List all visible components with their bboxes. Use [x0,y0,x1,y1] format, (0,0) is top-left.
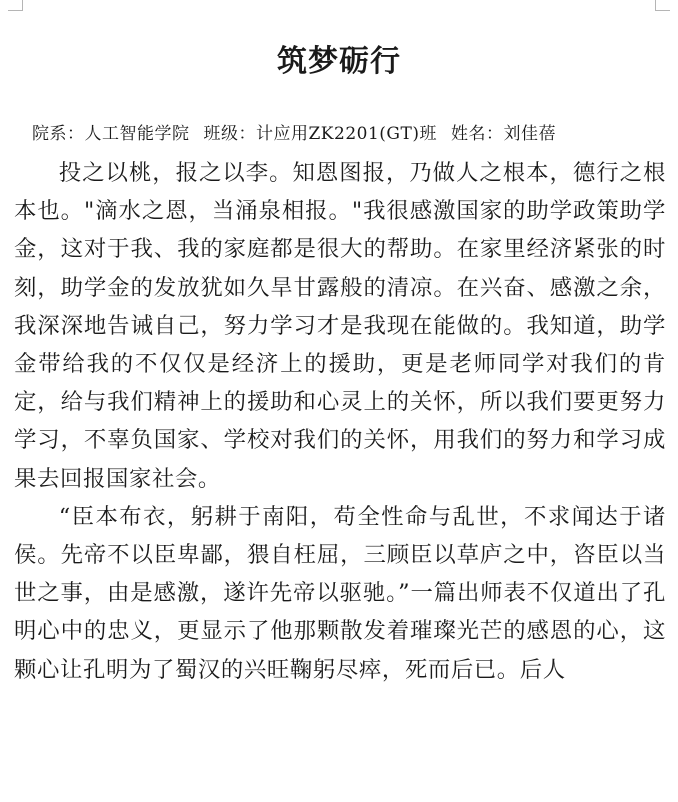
essay-body [14,154,666,689]
student-name-field: 姓名：刘佳蓓 [450,124,556,144]
paragraph-1: 投之以桃，报之以李。知恩图报，乃做人之根本，德行之根本也。"滴水之恩，当涌泉相报。"我很感激国家的助学政策助学金，这对于我、我的家庭都是很大的帮助。在家里经济紧张的时刻，助学金的发放犹如久旱甘露般的清凉。在兴奋、感激之余，我深深地告诫自己，努力学习才是我现在能做的。我知道，助学金带给我的不仅仅是经济上的援助，更是老师同学对我们的肯定，给与我们精神上的援助和心灵上的关怀，所以我们要更努力学习，不辜负国家、学校对我们的关怀，用我们的努力和学习成果去回报国家社会。 [14,160,666,492]
class-field: 班级：计应用ZK2201(GT)班 [203,124,437,144]
page-corner-mark-right [655,0,670,11]
college-field: 院系：人工智能学院 [32,124,190,144]
author-info-line [32,119,672,144]
document-title: 筑梦砺行 [277,44,401,79]
page-corner-mark-left [8,0,23,11]
paragraph-2: “臣本布衣，躬耕于南阳，苟全性命与乱世，不求闻达于诸侯。先帝不以臣卑鄙，猥自枉屈，三顾臣以草庐之中，咨臣以当世之事，由是感激，遂许先帝以驱驰。”一篇出师表不仅道出了孔明心中的忠义，更显示了他那颗散发着璀璨光芒的感恩的心，这颗心让孔明为了蜀汉的兴旺鞠躬尽瘁，死而后已。后人 [14,503,666,683]
